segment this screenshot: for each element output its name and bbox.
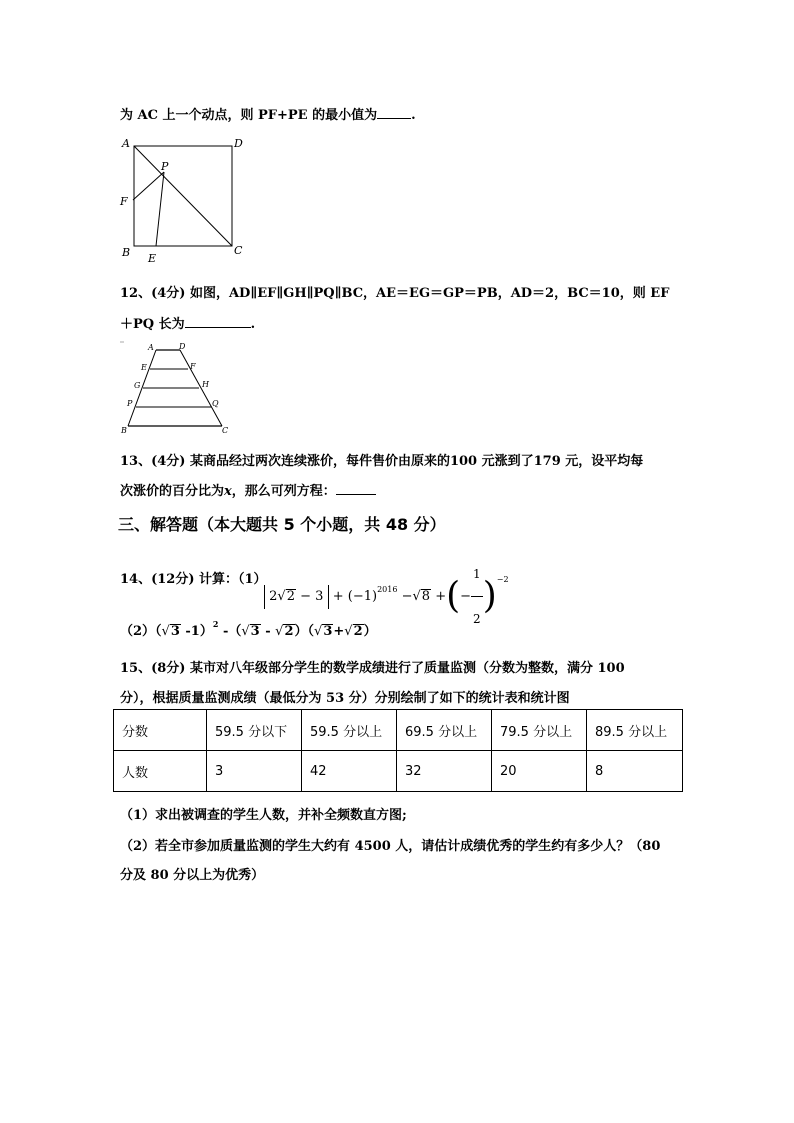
p2-rad4: 3: [323, 624, 333, 639]
p2-square: 2: [212, 619, 219, 629]
label-g2: G: [134, 381, 141, 390]
abs-a: 2: [269, 589, 278, 604]
label-h2: H: [202, 380, 209, 389]
label-d2: D: [179, 342, 186, 351]
p2-b: -1）: [180, 624, 213, 639]
label-f2: F: [190, 362, 196, 371]
p2-d: -: [260, 624, 276, 639]
table-cell: 42: [302, 751, 397, 792]
score-table: [113, 709, 683, 792]
paren-open: (: [446, 575, 461, 617]
label-p: P: [161, 160, 169, 173]
q15-line2: 分），根据质量监测成绩（最低分为 53 分）分别绘制了如下的统计表和统计图: [120, 691, 570, 706]
q15-sub2-line2: 分及 80 分以上为优秀）: [120, 868, 265, 883]
term3-rad: 8: [421, 589, 431, 604]
label-b2: B: [121, 426, 127, 435]
sqrt-sign-p1: √: [161, 624, 170, 639]
sqrt-sign-p3: √: [275, 624, 284, 639]
abs-bar-left: [264, 585, 265, 609]
diagonal-ac: [134, 146, 232, 246]
table-cell: 69.5 分以上: [397, 710, 492, 751]
p2-a: （2）（: [120, 624, 162, 639]
q11-square-figure: [116, 136, 256, 266]
q11-answer-blank: [377, 106, 411, 119]
q15-sub1: （1）求出被调查的学生人数，并补全频数直方图;: [120, 808, 407, 823]
label-c: C: [234, 244, 243, 257]
table-cell: 3: [207, 751, 302, 792]
sqrt-sign-1: √: [277, 589, 286, 604]
q15-sub2-line1: （2）若全市参加质量监测的学生大约有 4500 人，请估计成绩优秀的学生约有多少人？（80: [120, 839, 661, 854]
table-cell: 人数: [114, 751, 207, 792]
q13-line1: 13、(4分) 某商品经过两次连续涨价，每件售价由原来的100 元涨到了179 元，设平均每: [120, 454, 644, 469]
q13-answer-blank: [336, 482, 376, 495]
paren-close: ): [482, 575, 497, 617]
label-a: A: [122, 137, 130, 150]
frac-num: 1: [471, 552, 483, 597]
table-cell: 20: [492, 751, 587, 792]
label-f: F: [120, 195, 128, 208]
frac-den: 2: [473, 612, 481, 626]
label-q2: Q: [212, 399, 219, 408]
term3-sign: −: [401, 589, 413, 604]
sqrt-sign-p2: √: [241, 624, 250, 639]
table-cell: 79.5 分以上: [492, 710, 587, 751]
frac-sign: −: [460, 589, 472, 604]
p2-f: +: [333, 624, 345, 639]
q13-line2-post: ，那么可列方程：: [231, 484, 336, 499]
q14-label: 14、(12分) 计算：（1）: [120, 572, 267, 587]
p2-e: ）（: [294, 624, 315, 639]
table-cell: 89.5 分以上: [587, 710, 683, 751]
abs-bar-right: [328, 585, 329, 609]
label-b: B: [122, 246, 131, 259]
q11-text: [120, 104, 416, 123]
section-3-title: 三、解答题（本大题共 5 个小题，共 48 分）: [118, 515, 446, 534]
label-p2: P: [127, 399, 133, 408]
term4-sign: +: [435, 589, 447, 604]
exp-2016: 2016: [377, 585, 398, 594]
table-row: [114, 710, 683, 751]
q12-line2: [120, 313, 255, 332]
label-a2: A: [148, 343, 154, 352]
table-row: [114, 751, 683, 792]
p2-rad2: 3: [250, 624, 260, 639]
q12-trapezoid-figure: [116, 340, 236, 436]
q12-line1: 12、(4分) 如图，AD∥EF∥GH∥PQ∥BC，AE＝EG＝GP＝PB，AD＝2，BC＝10，则 EF: [120, 286, 670, 301]
abs-b: − 3: [296, 589, 324, 604]
fraction-half: [471, 552, 483, 641]
segment-pe: [156, 172, 164, 246]
q15-line1: 15、(8分) 某市对八年级部分学生的数学成绩进行了质量监测（分数为整数，满分 100: [120, 661, 625, 676]
table-cell: 59.5 分以上: [302, 710, 397, 751]
q12-line2-text: ＋PQ 长为: [120, 317, 185, 332]
label-e2: E: [141, 363, 147, 372]
q13-line2-pre: 次涨价的百分比为: [120, 484, 225, 499]
table-cell: 8: [587, 751, 683, 792]
q13-variable: x: [224, 484, 232, 499]
abs-rad: 2: [286, 589, 295, 604]
q14-expression-1: [264, 552, 509, 626]
table-cell: 32: [397, 751, 492, 792]
sqrt-sign-p5: √: [344, 624, 353, 639]
p2-c: -（: [218, 624, 242, 639]
q11-line: 为 AC 上一个动点，则 PF+PE 的最小值为: [120, 108, 378, 123]
label-c2: C: [222, 426, 229, 435]
table-cell: 59.5 分以下: [207, 710, 302, 751]
label-d: D: [234, 137, 243, 150]
q11-end: .: [411, 108, 416, 123]
sqrt-sign-p4: √: [314, 624, 323, 639]
term2: + (−1): [332, 589, 378, 604]
p2-rad3: 2: [284, 624, 294, 639]
q12-answer-blank: [185, 315, 251, 328]
label-e: E: [148, 252, 157, 265]
q13-line2: [120, 480, 376, 499]
q14-part-2: [120, 620, 377, 639]
exp-neg2: −2: [496, 575, 509, 584]
segment-fp: [133, 172, 164, 200]
q12-end: .: [250, 317, 256, 332]
p2-rad1: 3: [170, 624, 180, 639]
table-cell: 分数: [114, 710, 207, 751]
p2-rad5: 2: [353, 624, 363, 639]
p2-g: ）: [363, 624, 377, 639]
sqrt-sign-2: √: [412, 589, 421, 604]
